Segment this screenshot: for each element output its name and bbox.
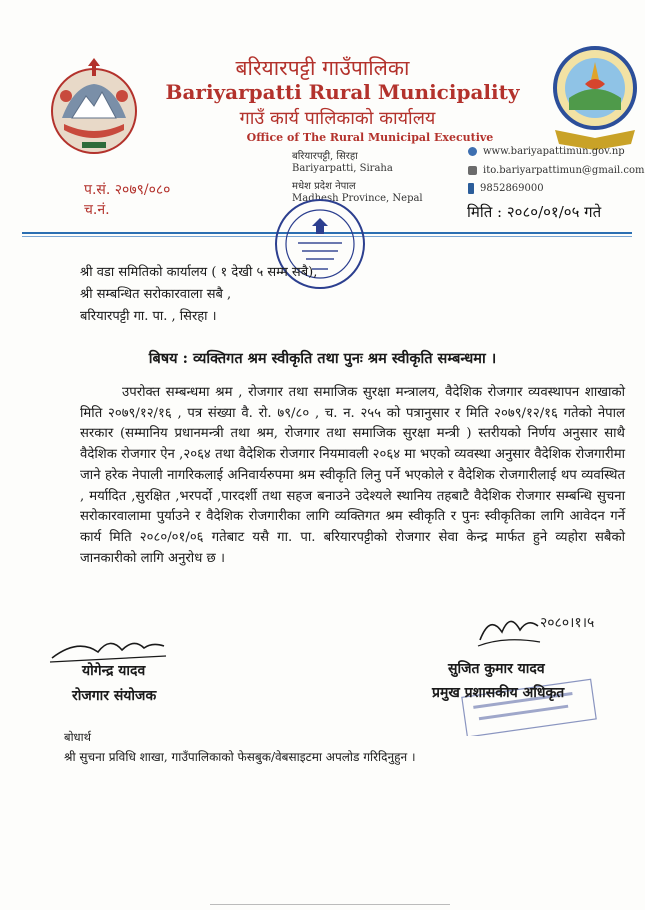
org-name-nepali: बरियारपट्टी गाउँपालिका [235,56,410,80]
footer-rule [210,904,450,905]
website-text: www.bariyapattimun.gov.np [483,146,625,157]
cc-label: बोधार्थ [64,730,91,744]
phone-contact [468,183,544,194]
recipient-line: श्री वडा समितिको कार्यालय ( १ देखी ५ सम्म सबै), [80,265,318,280]
signatory-right-name: सुजित कुमार यादव [448,661,545,677]
office-name-nepali: गाउँ कार्य पालिकाको कार्यालय [239,108,436,129]
phone-icon [468,183,474,194]
address-line: मधेश प्रदेश नेपाल [292,181,356,192]
phone-text: 9852869000 [480,183,544,194]
address-line: Madhesh Province, Nepal [292,193,423,204]
address-line: Bariyarpatti, Siraha [292,163,393,174]
mail-icon [468,166,477,175]
dispatch-number: च.नं. [84,202,110,218]
letter-date: मिति : २०८०/०१/०५ गते [467,203,602,221]
office-name-english: Office of The Rural Municipal Executive [246,131,494,144]
signature-handwritten-date: २०८०।१।५ [540,615,595,631]
address-line: बरियारपट्टी, सिरहा [292,151,358,162]
org-name-english: Bariyarpatti Rural Municipality [165,80,520,104]
reference-number: प.सं. २०७९/०८० [84,182,171,198]
cc-line: श्री सुचना प्रविधि शाखा, गाउँपालिकाको फेसबुक/वेबसाइटमा अपलोड गरिदिनुहुन । [64,750,416,764]
signatory-left-role: रोजगार संयोजक [72,688,157,704]
email-contact [468,165,644,176]
globe-icon [468,147,477,156]
letter-subject: बिषय : व्यक्तिगत श्रम स्वीकृति तथा पुनः श्रम स्वीकृति सम्बन्धमा । [148,350,497,367]
email-text: ito.bariyarpattimun@gmail.com [483,165,645,176]
recipient-line: बरियारपट्टी गा. पा. , सिरहा । [80,309,217,324]
signatory-right-role: प्रमुख प्रशासकीय अधिकृत [432,685,565,701]
letter-body: उपरोक्त सम्बन्धमा श्रम , रोजगार तथा समाजिक सुरक्षा मन्त्रालय, वैदेशिक रोजगार व्यवस्थापन शाखाको मिति २०७९/१२/१६ , पत्र संख्या वै. रो. ७९/८० , च. न. २५५ को पत्रानुसार र मिति २०७९/१२/१६ गतेको नेपाल सरकार (सम्मानिय प्रधानमन्त्री तथा श्रम, रोजगार तथा समाजिक सुरक्षा मन्त्री ) स्तरीयको निर्णय अनुसार साथै वैदेशिक रोजगार ऐन ,२०६४ तथा वैदेशिक रोजगार नियमावली २०६४ मा भएको व्यवस्था अनुसार वैदेशिक रोजगारीमा जाने हरेक नेपाली नागरिकलाई अनिवार्यरुपमा श्रम स्वीकृति लिनु पर्ने भएकोले र वैदेशिक रोजगारीलाई थप व्यवस्थित , मर्यादित ,सुरक्षित ,भरपर्दो ,पारदर्शी तथा सहज बनाउने उदेश्यले स्थानिय तहबाटै वैदेशिक रोजगार सम्बन्धि सुचना सरोकारवालामा पुर्याउने र वैदेशिक रोजगारीका लागि व्यक्तिगत श्रम स्वीकृति र पुनः स्वीकृतिका लागि आवेदन गर्ने कार्य मिति २०८०/०१/०६ गतेबाट यसै गा. पा. बरियारपट्टीको रोजगार सेवा केन्द्र मार्फत हुने व्यहोरा सबैको जानकारीको लागि अनुरोध छ । [80,385,625,566]
signature-right-icon [474,606,544,656]
website-contact [468,146,625,157]
recipient-line: श्री सम्बन्धित सरोकारवाला सबै , [80,287,232,302]
signatory-left-name: योगेन्द्र यादव [82,663,146,679]
